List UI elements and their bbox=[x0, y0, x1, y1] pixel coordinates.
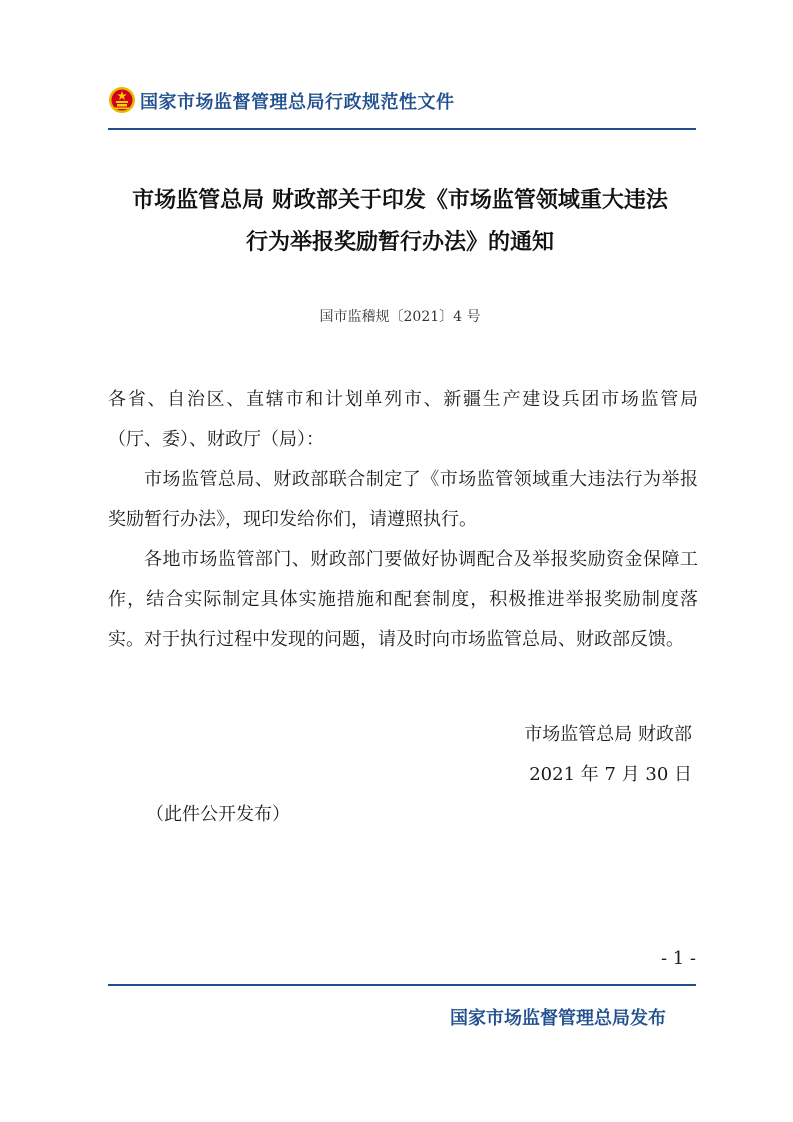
public-release-note: （此件公开发布） bbox=[146, 804, 290, 825]
document-title-line-2: 行为举报奖励暂行办法》的通知 bbox=[245, 230, 554, 255]
document-title-line-1: 市场监管总局 财政部关于印发《市场监管领域重大违法 bbox=[132, 188, 668, 213]
salutation: 各省、自治区、直辖市和计划单列市、新疆生产建设兵团市场监管局（厅、委）、财政厅（局）： bbox=[108, 389, 698, 450]
footer-publisher: 国家市场监督管理总局发布 bbox=[450, 1008, 666, 1029]
body-paragraph-2: 各地市场监管部门、财政部门要做好协调配合及举报奖励资金保障工作，结合实际制定具体实施措施和配套制度，积极推进举报奖励制度落实。对于执行过程中发现的问题，请及时向市场监管总局、财政部反馈。 bbox=[108, 549, 698, 650]
footer-divider bbox=[108, 984, 696, 986]
signature-date: 2021 年 7 月 30 日 bbox=[529, 764, 692, 785]
page-number: - 1 - bbox=[660, 948, 696, 969]
header-divider bbox=[108, 128, 696, 130]
header-title: 国家市场监督管理总局行政规范性文件 bbox=[140, 92, 455, 113]
document-body bbox=[108, 380, 698, 660]
signature-organization: 市场监管总局 财政部 bbox=[524, 724, 692, 745]
national-emblem-icon bbox=[108, 86, 136, 114]
document-header bbox=[108, 84, 696, 120]
document-number: 国市监稽规〔2021〕4 号 bbox=[319, 309, 481, 325]
document-title bbox=[100, 180, 700, 264]
body-paragraph-1: 市场监管总局、财政部联合制定了《市场监管领域重大违法行为举报奖励暂行办法》，现印发给你们，请遵照执行。 bbox=[108, 469, 698, 530]
